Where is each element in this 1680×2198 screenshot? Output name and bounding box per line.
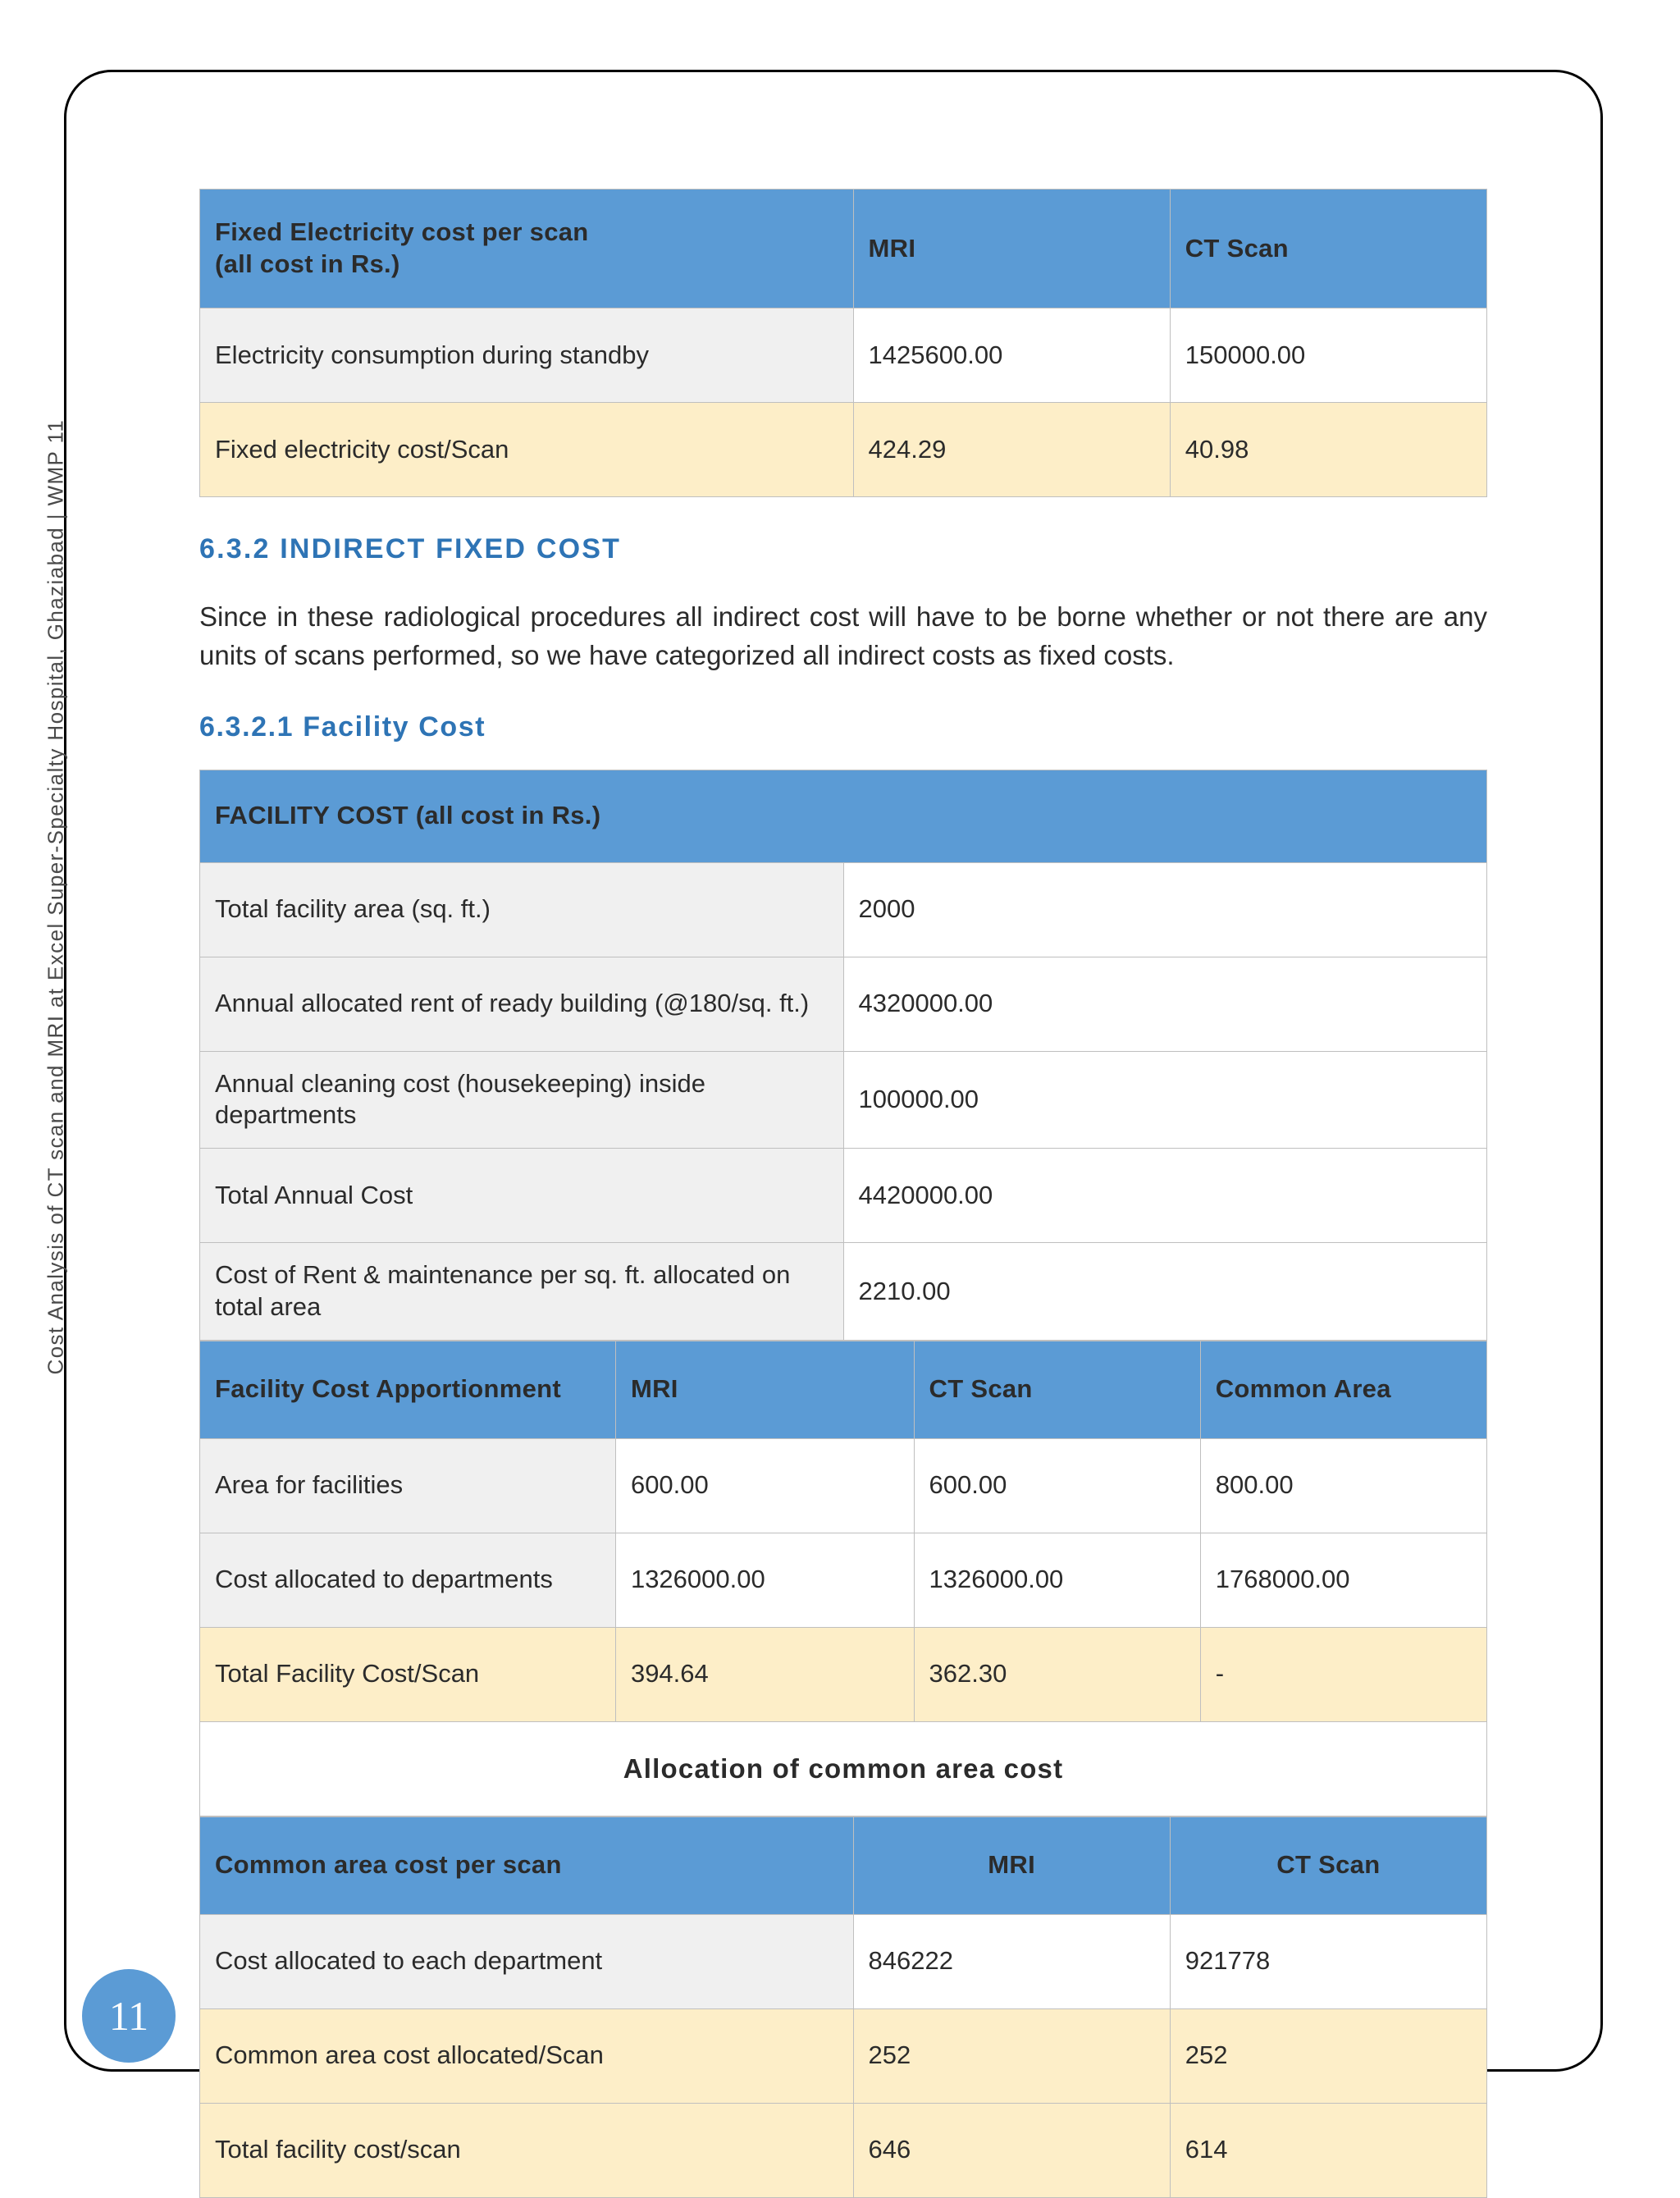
- row-value-common: -: [1200, 1627, 1486, 1721]
- table-row: [200, 308, 1487, 403]
- apportionment-header-common: Common Area: [1200, 1341, 1486, 1438]
- row-value-ct: 150000.00: [1170, 308, 1486, 403]
- row-value: 2210.00: [843, 1243, 1487, 1341]
- row-value-mri: 252: [853, 2008, 1170, 2103]
- section-heading-632: 6.3.2 INDIRECT FIXED COST: [199, 533, 622, 564]
- table-row: [200, 862, 1487, 957]
- row-value-common: 1768000.00: [1200, 1533, 1486, 1627]
- page-number-badge: 11: [82, 1969, 176, 2063]
- row-label: Total Annual Cost: [200, 1149, 844, 1243]
- row-value-mri: 600.00: [615, 1438, 914, 1533]
- table-row: [200, 403, 1487, 497]
- row-value-ct: 252: [1170, 2008, 1486, 2103]
- electricity-cost-table: [199, 189, 1487, 497]
- row-label: Annual cleaning cost (housekeeping) inside departments: [200, 1051, 844, 1149]
- electricity-header-mri: MRI: [853, 190, 1170, 308]
- row-value-ct: 614: [1170, 2103, 1486, 2197]
- row-value: 2000: [843, 862, 1487, 957]
- apportionment-title-cell: Facility Cost Apportionment: [200, 1341, 616, 1438]
- row-value-mri: 1326000.00: [615, 1533, 914, 1627]
- row-label: Cost allocated to departments: [200, 1533, 616, 1627]
- table-row: [200, 1533, 1487, 1627]
- section-heading-6321: 6.3.2.1 Facility Cost: [199, 711, 486, 743]
- electricity-table-title-line1: Fixed Electricity cost per scan: [215, 217, 589, 247]
- apportionment-header-mri: MRI: [615, 1341, 914, 1438]
- row-value-ct: 362.30: [914, 1627, 1200, 1721]
- electricity-table-title-cell: [200, 190, 854, 308]
- row-label: Annual allocated rent of ready building (@180/sq. ft.): [200, 957, 844, 1051]
- row-label: Fixed electricity cost/Scan: [200, 403, 854, 497]
- row-value-ct: 1326000.00: [914, 1533, 1200, 1627]
- row-label: Cost of Rent & maintenance per sq. ft. allocated on total area: [200, 1243, 844, 1341]
- row-value-mri: 424.29: [853, 403, 1170, 497]
- row-value-ct: 921778: [1170, 1914, 1486, 2008]
- common-area-header-ct: CT Scan: [1170, 1816, 1486, 1914]
- table-header-row: [200, 1816, 1487, 1914]
- row-label: Total facility area (sq. ft.): [200, 862, 844, 957]
- table-row: [200, 1243, 1487, 1341]
- row-label: Electricity consumption during standby: [200, 308, 854, 403]
- table-header-row: [200, 190, 1487, 308]
- table-header-row: [200, 770, 1487, 862]
- apportionment-header-ct: CT Scan: [914, 1341, 1200, 1438]
- running-side-header: Cost Analysis of CT scan and MRI at Excel Super-Specialty Hospital, Ghaziabad | WMP 11: [43, 418, 68, 1375]
- common-area-title-cell: Common area cost per scan: [200, 1816, 854, 1914]
- electricity-table-title-line2: (all cost in Rs.): [215, 249, 400, 278]
- row-value-ct: 600.00: [914, 1438, 1200, 1533]
- table-banner-row: [200, 1721, 1487, 1816]
- table-header-row: [200, 1341, 1487, 1438]
- common-area-cost-table: [199, 1816, 1487, 2198]
- electricity-header-ct: CT Scan: [1170, 190, 1486, 308]
- facility-cost-title-cell: FACILITY COST (all cost in Rs.): [200, 770, 1487, 862]
- page-content: [199, 189, 1487, 2198]
- table-row: [200, 1149, 1487, 1243]
- row-label: Cost allocated to each department: [200, 1914, 854, 2008]
- table-row: [200, 957, 1487, 1051]
- table-row: [200, 1438, 1487, 1533]
- common-area-header-mri: MRI: [853, 1816, 1170, 1914]
- row-value-mri: 846222: [853, 1914, 1170, 2008]
- section-632-paragraph: Since in these radiological procedures all indirect cost will have to be borne whether or not there are any units of scans performed, so we have categorized all indirect costs as fixed costs.: [199, 601, 1487, 670]
- table-row: [200, 1051, 1487, 1149]
- row-value: 100000.00: [843, 1051, 1487, 1149]
- facility-apportionment-table: [199, 1341, 1487, 1816]
- row-value-mri: 1425600.00: [853, 308, 1170, 403]
- facility-cost-table: [199, 770, 1487, 1341]
- row-label: Area for facilities: [200, 1438, 616, 1533]
- row-value-mri: 394.64: [615, 1627, 914, 1721]
- row-label: Common area cost allocated/Scan: [200, 2008, 854, 2103]
- row-value-common: 800.00: [1200, 1438, 1486, 1533]
- row-value-ct: 40.98: [1170, 403, 1486, 497]
- row-label: Total Facility Cost/Scan: [200, 1627, 616, 1721]
- table-row: [200, 2008, 1487, 2103]
- row-value: 4320000.00: [843, 957, 1487, 1051]
- row-value-mri: 646: [853, 2103, 1170, 2197]
- table-row: [200, 1914, 1487, 2008]
- common-area-allocation-banner: Allocation of common area cost: [200, 1721, 1487, 1816]
- row-value: 4420000.00: [843, 1149, 1487, 1243]
- row-label: Total facility cost/scan: [200, 2103, 854, 2197]
- table-row: [200, 1627, 1487, 1721]
- table-row: [200, 2103, 1487, 2197]
